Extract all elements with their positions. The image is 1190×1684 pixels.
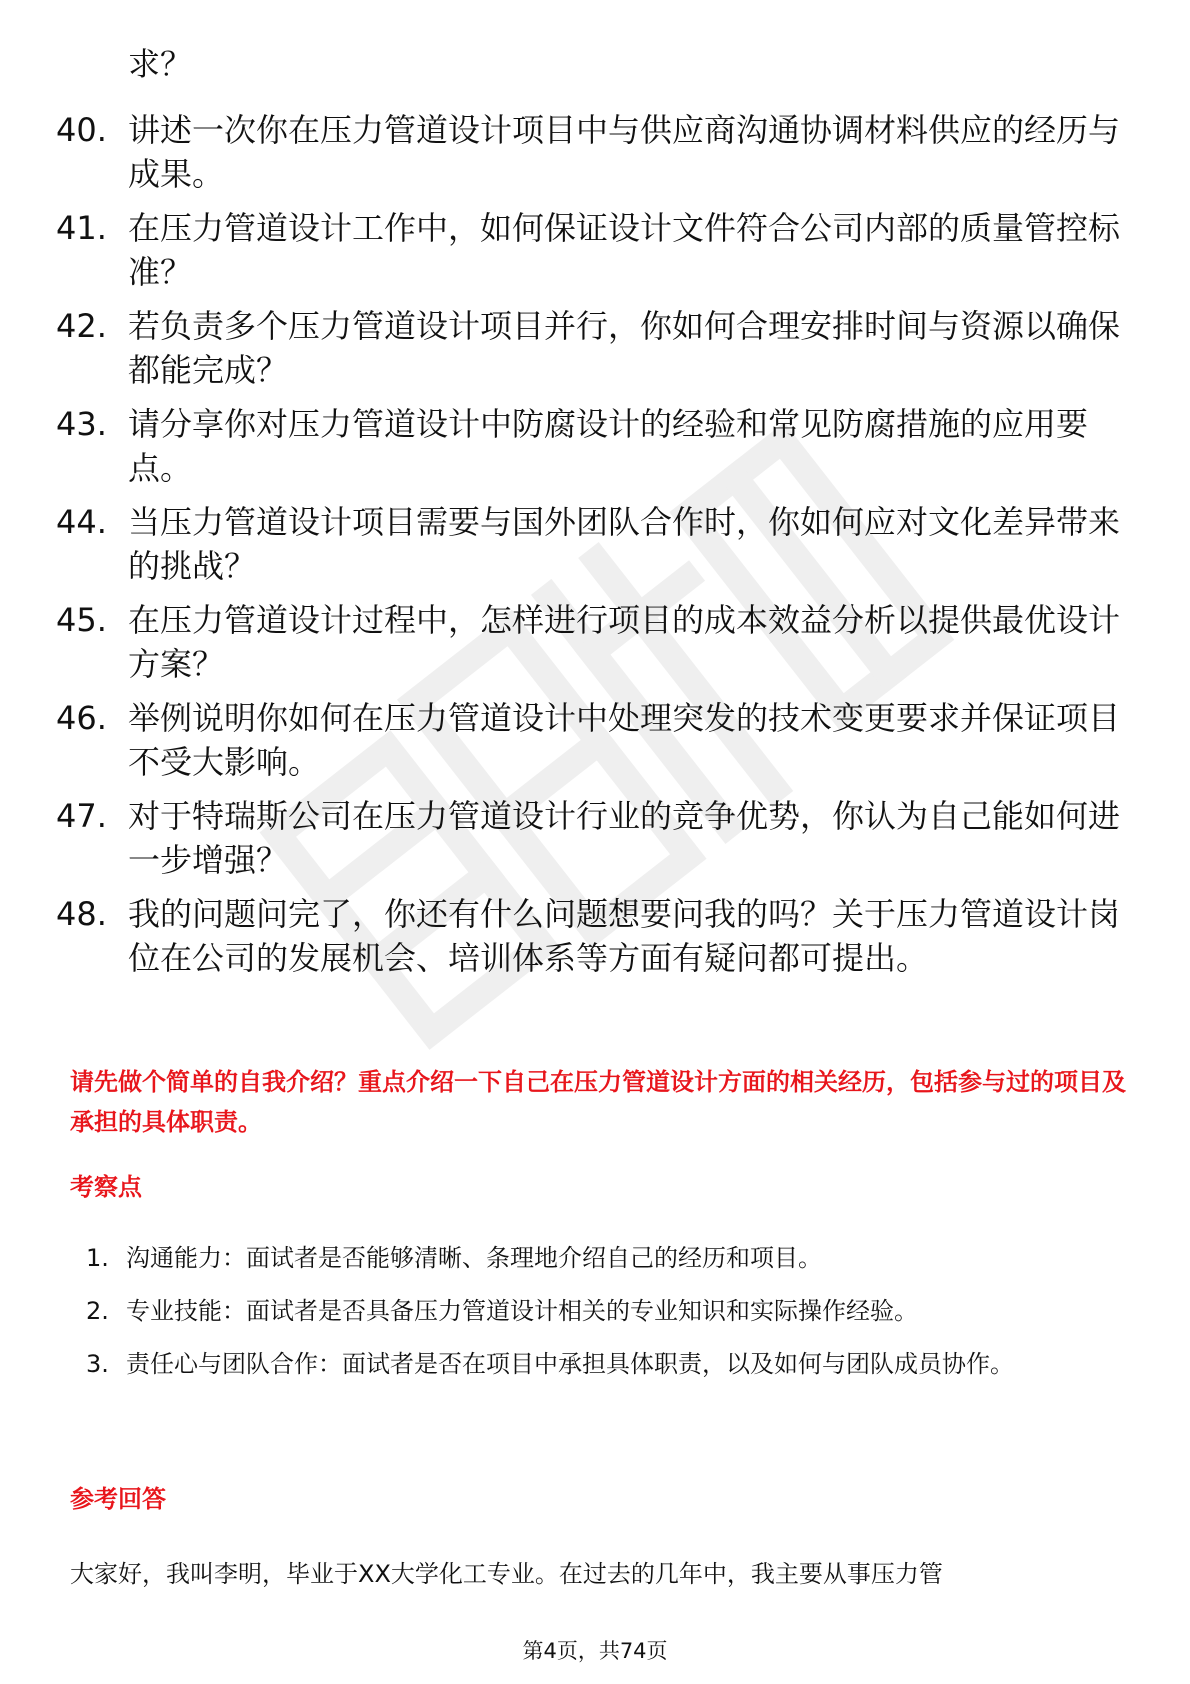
point-number: 2. [86, 1297, 109, 1325]
question-number: 44. [56, 503, 107, 541]
question-text: 举例说明你如何在压力管道设计中处理突发的技术变更要求并保证项目不受大影响。 [128, 699, 1121, 781]
page-footer: 第4页，共74页 [522, 1639, 668, 1663]
reference-title: 参考回答 [70, 1485, 166, 1513]
question-number: 45. [56, 601, 107, 639]
question-text: 对于特瑞斯公司在压力管道设计行业的竞争优势，你认为自己能如何进一步增强？ [128, 797, 1121, 879]
assessment-title: 考察点 [70, 1173, 142, 1201]
question-number: 47. [56, 797, 107, 835]
question-text: 我的问题问完了，你还有什么问题想要问我的吗？关于压力管道设计岗位在公司的发展机会、培训体系等方面有疑问都可提出。 [128, 895, 1121, 977]
point-text: 沟通能力：面试者是否能够清晰、条理地介绍自己的经历和项目。 [126, 1244, 822, 1272]
question-number: 46. [56, 699, 107, 737]
question-number: 40. [56, 111, 107, 149]
reference-answer: 大家好，我叫李明，毕业于XX大学化工专业。在过去的几年中，我主要从事压力管 [70, 1560, 943, 1588]
point-text: 责任心与团队合作：面试者是否在项目中承担具体职责，以及如何与团队成员协作。 [126, 1350, 1014, 1378]
featured-question: 请先做个简单的自我介绍？重点介绍一下自己在压力管道设计方面的相关经历，包括参与过的项目及承担的具体职责。 [70, 1068, 1126, 1136]
question-text: 当压力管道设计项目需要与国外团队合作时，你如何应对文化差异带来的挑战？ [128, 503, 1121, 585]
point-number: 3. [86, 1350, 109, 1378]
question-number: 42. [56, 307, 107, 345]
point-number: 1. [86, 1244, 109, 1272]
question-number: 41. [56, 209, 107, 247]
question-number: 43. [56, 405, 107, 443]
question-continuation: 求？ [128, 45, 193, 83]
point-text: 专业技能：面试者是否具备压力管道设计相关的专业知识和实际操作经验。 [126, 1297, 918, 1325]
question-text: 请分享你对压力管道设计中防腐设计的经验和常见防腐措施的应用要点。 [128, 405, 1089, 487]
question-text: 讲述一次你在压力管道设计项目中与供应商沟通协调材料供应的经历与成果。 [128, 111, 1121, 193]
question-text: 在压力管道设计过程中，怎样进行项目的成本效益分析以提供最优设计方案？ [128, 601, 1121, 683]
question-text: 若负责多个压力管道设计项目并行，你如何合理安排时间与资源以确保都能完成？ [128, 307, 1121, 389]
question-number: 48. [56, 895, 107, 933]
question-text: 在压力管道设计工作中，如何保证设计文件符合公司内部的质量管控标准？ [128, 209, 1121, 291]
